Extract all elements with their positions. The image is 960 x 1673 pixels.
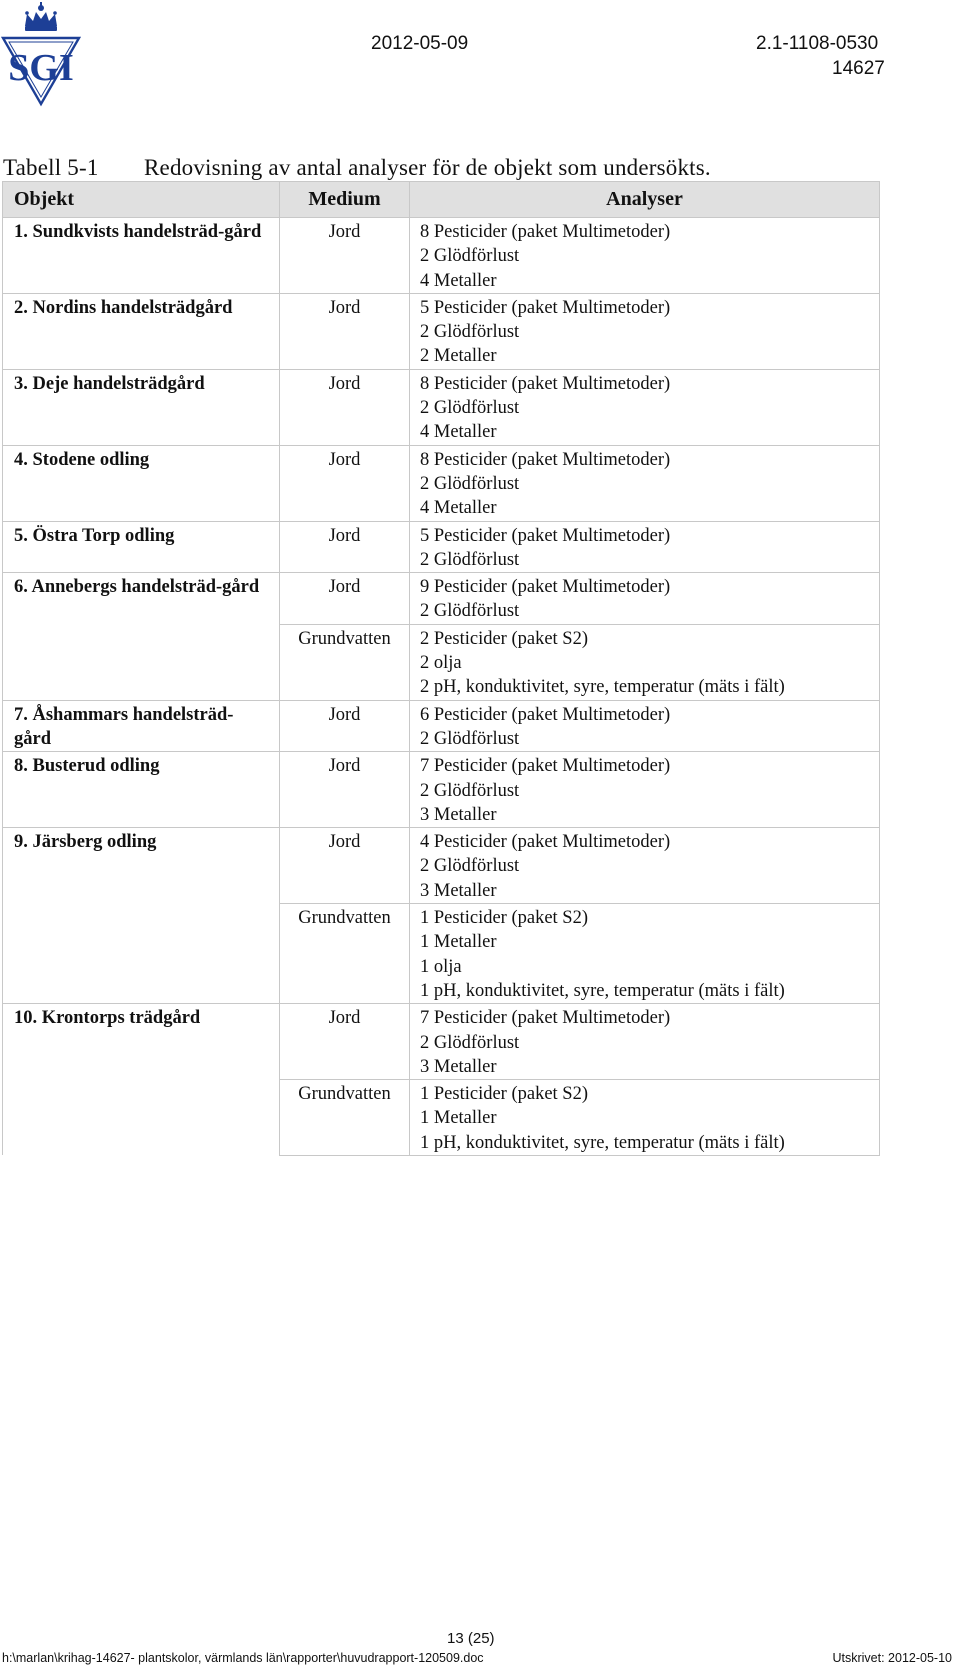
document-date: 2012-05-09 (371, 33, 469, 54)
column-header-objekt: Objekt (3, 182, 280, 218)
table-row (3, 573, 880, 625)
document-number: 14627 (832, 58, 885, 79)
table-row (3, 293, 880, 369)
analysis-line: 5 Pesticider (paket Multimetoder) (420, 297, 671, 318)
cell-medium: Jord (280, 752, 410, 828)
table-row (3, 904, 880, 1004)
cell-medium: Jord (280, 828, 410, 904)
cell-medium: Jord (280, 445, 410, 521)
page-number: 13 (25) (447, 1630, 495, 1647)
cell-medium: Jord (280, 293, 410, 369)
analysis-line: 3 Metaller (420, 1056, 497, 1077)
cell-objekt (3, 624, 280, 700)
table-row (3, 752, 880, 828)
cell-medium: Grundvatten (280, 904, 410, 1004)
analysis-line: 7 Pesticider (paket Multimetoder) (420, 1008, 671, 1029)
table-caption (3, 155, 711, 181)
cell-objekt: 5. Östra Torp odling (3, 521, 280, 573)
analysis-line: 4 Metaller (420, 270, 497, 291)
cell-objekt: 8. Busterud odling (3, 752, 280, 828)
cell-analyser (410, 624, 880, 700)
table-header-row (3, 182, 880, 218)
table-row (3, 369, 880, 445)
analysis-line: 3 Metaller (420, 880, 497, 901)
crown-icon (25, 2, 57, 31)
cell-analyser (410, 904, 880, 1004)
analysis-line: 1 pH, konduktivitet, syre, temperatur (mäts i fält) (420, 980, 785, 1001)
table-body (3, 218, 880, 1156)
logo-text: SGI (8, 47, 74, 89)
analysis-line: 2 Metaller (420, 346, 497, 367)
analysis-line: 1 pH, konduktivitet, syre, temperatur (mäts i fält) (420, 1132, 785, 1153)
cell-analyser (410, 369, 880, 445)
analysis-line: 2 Glödförlust (420, 322, 520, 343)
analysis-line: 2 pH, konduktivitet, syre, temperatur (mäts i fält) (420, 677, 785, 698)
analysis-line: 2 Glödförlust (420, 780, 520, 801)
cell-objekt (3, 904, 280, 1004)
analysis-table (2, 181, 880, 1156)
table-row (3, 700, 880, 752)
analysis-line: 1 Metaller (420, 932, 497, 953)
table-row (3, 624, 880, 700)
analysis-line: 2 Glödförlust (420, 856, 520, 877)
cell-medium: Jord (280, 521, 410, 573)
cell-analyser (410, 521, 880, 573)
analysis-line: 8 Pesticider (paket Multimetoder) (420, 373, 671, 394)
cell-analyser (410, 700, 880, 752)
table-row (3, 218, 880, 294)
analysis-line: 2 Glödförlust (420, 473, 520, 494)
column-header-medium: Medium (280, 182, 410, 218)
file-path: h:\marlan\krihag-14627- plantskolor, värmlands län\rapporter\huvudrapport-120509.doc (2, 1651, 484, 1665)
analysis-line: 2 Glödförlust (420, 549, 520, 570)
cell-medium: Jord (280, 1004, 410, 1080)
column-header-analyser: Analyser (410, 182, 880, 218)
analysis-line: 2 Glödförlust (420, 246, 520, 267)
analysis-line: 1 Pesticider (paket S2) (420, 908, 588, 929)
table-row (3, 445, 880, 521)
cell-analyser (410, 828, 880, 904)
cell-medium: Jord (280, 573, 410, 625)
analysis-line: 3 Metaller (420, 804, 497, 825)
caption-label: Tabell 5-1 (3, 155, 99, 180)
analysis-line: 4 Pesticider (paket Multimetoder) (420, 832, 671, 853)
analysis-line: 6 Pesticider (paket Multimetoder) (420, 704, 671, 725)
cell-objekt: 7. Åshammars handelsträd-gård (3, 700, 280, 752)
cell-analyser (410, 218, 880, 294)
cell-analyser (410, 445, 880, 521)
analysis-line: 1 Pesticider (paket S2) (420, 1084, 588, 1105)
cell-objekt: 1. Sundkvists handelsträd-gård (3, 218, 280, 294)
cell-analyser (410, 573, 880, 625)
analysis-line: 2 Glödförlust (420, 1032, 520, 1053)
analysis-line: 4 Metaller (420, 498, 497, 519)
cell-objekt: 4. Stodene odling (3, 445, 280, 521)
cell-medium: Grundvatten (280, 624, 410, 700)
table-row (3, 1080, 880, 1156)
table-row (3, 521, 880, 573)
cell-objekt: 2. Nordins handelsträdgård (3, 293, 280, 369)
analysis-line: 1 olja (420, 956, 462, 977)
cell-analyser (410, 1004, 880, 1080)
analysis-line: 5 Pesticider (paket Multimetoder) (420, 525, 671, 546)
cell-medium: Grundvatten (280, 1080, 410, 1156)
cell-objekt: 6. Annebergs handelsträd-gård (3, 573, 280, 625)
cell-analyser (410, 293, 880, 369)
analysis-line: 2 olja (420, 653, 462, 674)
cell-medium: Jord (280, 700, 410, 752)
cell-analyser (410, 1080, 880, 1156)
analysis-line: 2 Pesticider (paket S2) (420, 628, 588, 649)
analysis-line: 8 Pesticider (paket Multimetoder) (420, 222, 671, 242)
analysis-line: 2 Glödförlust (420, 728, 520, 749)
cell-objekt: 9. Järsberg odling (3, 828, 280, 904)
cell-objekt: 10. Krontorps trädgård (3, 1004, 280, 1080)
sgi-logo (0, 0, 82, 108)
caption-text: Redovisning av antal analyser för de objekt som undersökts. (144, 155, 711, 180)
cell-objekt (3, 1080, 280, 1156)
cell-analyser (410, 752, 880, 828)
printed-date: Utskrivet: 2012-05-10 (832, 1651, 952, 1665)
analysis-line: 2 Glödförlust (420, 398, 520, 419)
table-row (3, 1004, 880, 1080)
analysis-line: 4 Metaller (420, 422, 497, 443)
cell-objekt: 3. Deje handelsträdgård (3, 369, 280, 445)
analysis-line: 1 Metaller (420, 1108, 497, 1129)
cell-medium: Jord (280, 218, 410, 294)
analysis-line: 9 Pesticider (paket Multimetoder) (420, 577, 671, 598)
table-row (3, 828, 880, 904)
analysis-line: 8 Pesticider (paket Multimetoder) (420, 449, 671, 470)
analysis-line: 2 Glödförlust (420, 601, 520, 622)
analysis-line: 7 Pesticider (paket Multimetoder) (420, 756, 671, 777)
document-reference: 2.1-1108-0530 (756, 33, 879, 54)
cell-medium: Jord (280, 369, 410, 445)
